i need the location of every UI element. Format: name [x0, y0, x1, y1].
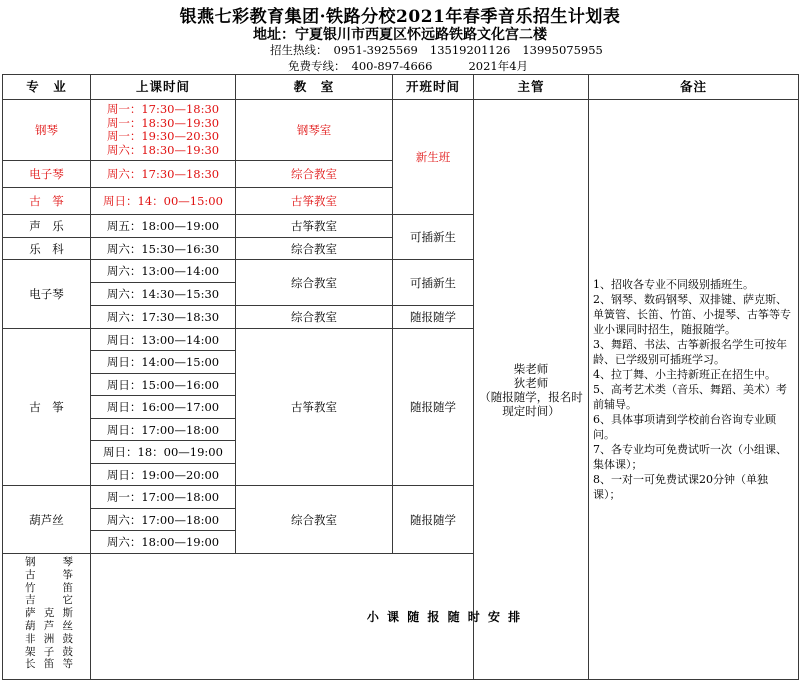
free-line: [288, 58, 540, 74]
table-row: [3, 554, 799, 680]
time-slot: 周一：19:30—20:30: [106, 129, 220, 143]
time-slot: 周六：17:30—18:30: [91, 306, 236, 329]
address-line: [0, 24, 800, 44]
time-slot: 周一：18:30—19:30: [106, 115, 220, 130]
open-keyboard-insert: 可插新生: [393, 260, 474, 306]
col-header-major: 专 业: [3, 75, 91, 100]
time-theory: 周六：15:30—16:30: [91, 238, 236, 260]
time-slot: 周六：18:00—19:00: [91, 531, 236, 554]
major-theory: 乐 科: [3, 238, 91, 260]
issue-date: 2021年4月: [468, 59, 529, 73]
small-class-note: 小 课 随 报 随 时 安 排: [91, 554, 799, 680]
major-hulusi: 葫芦丝: [3, 486, 91, 554]
instrument-item: 长 笛 等: [25, 658, 73, 671]
instrument-item: 萨 克 斯: [25, 607, 73, 620]
time-slot: 周六：18:30—19:30: [106, 142, 220, 157]
time-slot: 周日：14:00—15:00: [91, 351, 236, 374]
time-slot: 周日：17:00—18:00: [91, 419, 236, 441]
supervisor-note: （随报随学，报名时现定时间）: [479, 389, 583, 418]
col-header-room: 教 室: [236, 75, 393, 100]
hotline-number-2: 13519201126: [429, 43, 511, 57]
hotline-number-1: 0951-3925569: [333, 43, 418, 57]
time-guzheng-new: 周日：14：00—15:00: [91, 188, 236, 215]
major-vocal: 声 乐: [3, 215, 91, 238]
room-keyboard-new: 综合教室: [236, 161, 393, 188]
open-guzheng: 随报随学: [393, 329, 474, 486]
free-line-label: 免费专线：: [288, 59, 346, 73]
instrument-item: 钢 琴: [25, 556, 73, 568]
address-text: 宁夏银川市西夏区怀远路铁路文化宫二楼: [295, 27, 547, 43]
time-slot: 周一：17:30—18:30: [106, 102, 220, 116]
major-piano: 钢琴: [3, 100, 91, 161]
instrument-list: [3, 554, 91, 680]
time-slot: 周日：16:00—17:00: [91, 396, 236, 419]
free-line-number: 400-897-4666: [351, 59, 433, 73]
time-vocal: 周五：18:00—19:00: [91, 215, 236, 238]
room-theory: 综合教室: [236, 238, 393, 260]
time-slot: 周一：17:00—18:00: [91, 486, 236, 509]
remark-item: 3、舞蹈、书法、古筝新报名学生可按年龄、已学级别可插班学习。: [593, 338, 787, 366]
room-guzheng-new: 古筝教室: [236, 188, 393, 215]
hotline-label: 招生热线：: [270, 43, 328, 57]
instrument-item: 吉 它: [25, 594, 73, 607]
page-title: 银燕七彩教育集团·铁路分校2021年春季音乐招生计划表: [179, 7, 621, 27]
remark-item: 8、一对一可免费试课20分钟（单独课）；: [593, 473, 768, 501]
room-hulusi: 综合教室: [236, 486, 393, 554]
time-slot: 周日：19:00—20:00: [91, 464, 236, 486]
schedule-table: [2, 74, 799, 680]
col-header-open: 开班时间: [393, 75, 474, 100]
header-row: [3, 75, 799, 100]
major-keyboard-new: 电子琴: [3, 161, 91, 188]
time-slot: 周六：14:30—15:30: [91, 283, 236, 306]
instrument-item: 非 洲 鼓: [25, 632, 73, 645]
col-header-time: 上课时间: [91, 75, 236, 100]
col-header-remarks: 备注: [589, 75, 799, 100]
remark-item: 1、招收各专业不同级别插班生。: [593, 278, 754, 291]
instrument-item: 架 子 鼓: [25, 645, 73, 658]
room-vocal: 古筝教室: [236, 215, 393, 238]
time-slot: 周六：13:00—14:00: [91, 260, 236, 283]
open-insert-1: 可插新生: [393, 215, 474, 260]
instrument-item: 竹 笛: [25, 581, 73, 594]
supervisor-2: 狄老师: [513, 375, 549, 390]
remark-item: 7、各专业均可免费试听一次（小组课、集体课）；: [593, 443, 787, 471]
remark-item: 6、具体事项请到学校前台咨询专业顾问。: [593, 413, 776, 441]
major-guzheng-new: 古 筝: [3, 188, 91, 215]
time-piano: [91, 100, 236, 161]
remark-item: 5、高考艺术类（音乐、舞蹈、美术）考前辅导。: [593, 383, 787, 411]
supervisor-1: 柴老师: [513, 361, 549, 376]
table-row: [3, 100, 799, 161]
address-label: 地址：: [253, 27, 295, 43]
time-keyboard-new: 周六：17:30—18:30: [91, 161, 236, 188]
remark-item: 4、拉丁舞、小主持新班正在招生中。: [593, 368, 776, 381]
instrument-item: 古 筝: [25, 568, 73, 581]
room-guzheng: 古筝教室: [236, 329, 393, 486]
time-slot: 周日：18：00—19:00: [91, 441, 236, 464]
open-keyboard-anytime: 随报随学: [393, 306, 474, 329]
open-hulusi: 随报随学: [393, 486, 474, 554]
room-keyboard-2: 综合教室: [236, 306, 393, 329]
instrument-item: 葫 芦 丝: [25, 619, 73, 632]
major-keyboard: 电子琴: [3, 260, 91, 329]
hotline-line: [270, 42, 615, 58]
time-slot: 周日：15:00—16:00: [91, 374, 236, 396]
room-piano: 钢琴室: [236, 100, 393, 161]
major-guzheng: 古 筝: [3, 329, 91, 486]
time-slot: 周日：13:00—14:00: [91, 329, 236, 351]
time-slot: 周六：17:00—18:00: [91, 509, 236, 531]
col-header-supervisor: 主管: [474, 75, 589, 100]
hotline-number-3: 13995075955: [522, 43, 603, 57]
remark-item: 2、钢琴、数码钢琴、双排键、萨克斯、单簧管、长笛、竹笛、小提琴、古筝等专业小课同时招生，随报随学。: [593, 293, 791, 336]
open-new-class: 新生班: [393, 100, 474, 215]
room-keyboard: 综合教室: [236, 260, 393, 306]
